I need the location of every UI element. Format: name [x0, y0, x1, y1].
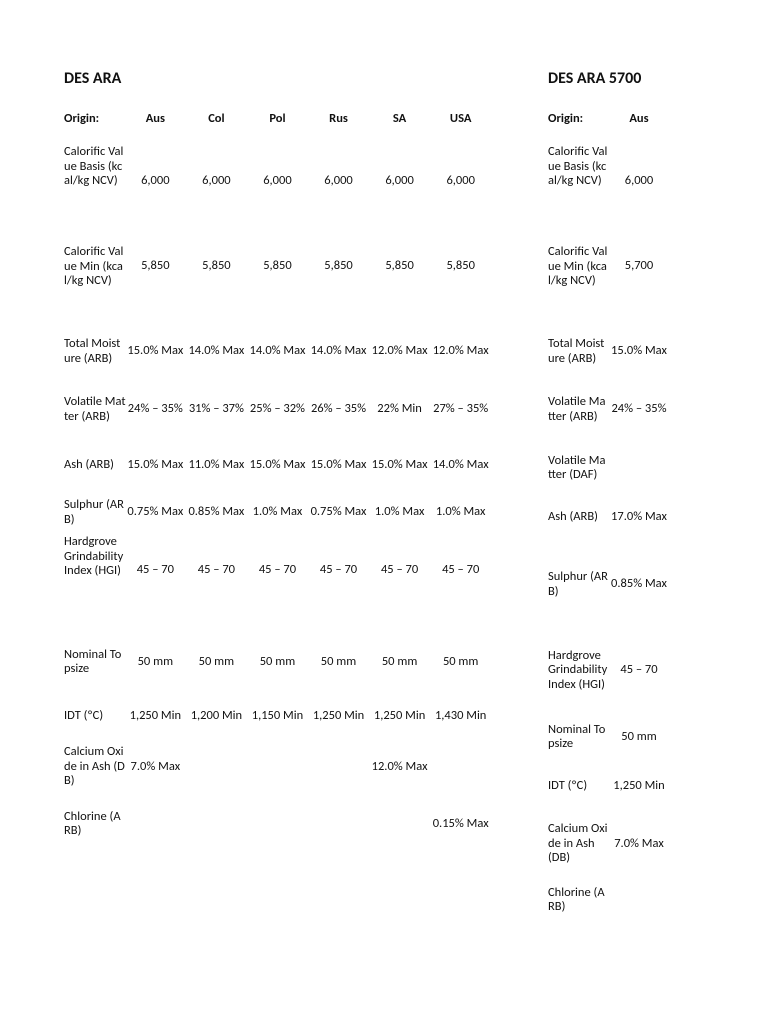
cell-value: 5,850: [385, 258, 414, 273]
row-label: Total Moisture (ARB): [64, 336, 121, 366]
cell-value: 24% – 35%: [127, 401, 183, 417]
cell-value: 1.0% Max: [374, 504, 425, 520]
cell-value: 15.0% Max: [310, 457, 367, 473]
cell-value: 17.0% Max: [611, 508, 667, 524]
cell-value: 27% – 35%: [433, 401, 489, 417]
cell-value: 31% – 37%: [188, 401, 244, 417]
table-row: [548, 537, 670, 632]
table-row: [64, 143, 492, 238]
cell-value: 12.0% Max: [371, 758, 428, 774]
row-label: Total Moisture (ARB): [548, 336, 605, 366]
table-row: [64, 631, 492, 693]
origin-aus-header: Aus: [145, 111, 165, 126]
row-label: Chlorine (ARB): [548, 884, 605, 914]
table-row: [548, 632, 670, 709]
cell-value: 11.0% Max: [188, 457, 245, 473]
row-label: Volatile Matter (ARB): [548, 394, 606, 424]
table-row: [548, 323, 670, 380]
cell-value: [248, 740, 308, 794]
table-row: [548, 143, 670, 238]
cell-value: 1,430 Min: [434, 708, 487, 724]
cell-value: 14.0% Max: [188, 343, 245, 359]
cell-value: 45 – 70: [442, 562, 480, 577]
cell-value: [307, 740, 370, 794]
des-ara-title: DES ARA: [64, 69, 122, 88]
cell-value: 50 mm: [259, 653, 296, 669]
origin-sa-header: SA: [392, 111, 407, 126]
cell-value: 15.0% Max: [127, 457, 184, 473]
cell-value: [248, 794, 308, 854]
cell-value: 14.0% Max: [249, 343, 306, 359]
cell-value: 45 – 70: [620, 662, 658, 678]
origin-usa-header: USA: [449, 111, 472, 126]
table-row: [548, 380, 670, 439]
cell-value: 6,000: [624, 173, 654, 188]
cell-value: 45 – 70: [258, 562, 297, 577]
row-label: Volatile Matter (ARB): [64, 394, 126, 424]
cell-value: 1,250 Min: [373, 708, 426, 724]
origin-aus-header: Aus: [629, 111, 649, 126]
cell-value: 50 mm: [320, 653, 357, 669]
cell-value: 1,250 Min: [129, 708, 182, 724]
cell-value: 14.0% Max: [432, 457, 489, 473]
cell-value: 50 mm: [621, 728, 657, 744]
cell-value: [608, 439, 670, 497]
row-label: Hardgrove Grindability Index (HGI): [548, 647, 608, 692]
row-label: IDT (ºC): [64, 708, 104, 724]
cell-value: 45 – 70: [197, 562, 236, 577]
cell-value: 5,850: [446, 258, 475, 273]
cell-value: 26% – 35%: [310, 401, 367, 417]
cell-value: 0.85% Max: [188, 504, 245, 520]
cell-value: 12.0% Max: [371, 343, 428, 359]
row-label: Ash (ARB): [548, 508, 598, 524]
cell-value: 45 – 70: [380, 562, 419, 577]
row-label: Volatile Matter (DAF): [548, 452, 606, 482]
cell-value: [429, 740, 492, 794]
cell-value: 7.0% Max: [614, 835, 664, 851]
table-row: [64, 380, 492, 439]
table-row: [64, 794, 492, 854]
cell-value: [185, 794, 248, 854]
des-ara-5700-spec-table: [548, 112, 670, 920]
row-label: Calorific Value Min (kcal/kg NCV): [64, 244, 124, 288]
cell-value: 50 mm: [442, 653, 479, 669]
cell-value: 1,250 Min: [613, 778, 665, 794]
table-row: [548, 880, 670, 920]
row-label: Calorific Value Basis (kcal/kg NCV): [64, 144, 124, 188]
cell-value: 15.0% Max: [249, 457, 306, 473]
origin-header: Origin:: [64, 111, 100, 126]
cell-value: 5,850: [141, 258, 170, 273]
cell-value: 1.0% Max: [252, 504, 303, 520]
cell-value: 45 – 70: [319, 562, 358, 577]
origin-col-header: Col: [208, 111, 225, 126]
table-row: [548, 709, 670, 765]
table-row: [548, 497, 670, 537]
table-row: [548, 238, 670, 323]
cell-value: 5,850: [202, 258, 231, 273]
table-row: [548, 808, 670, 880]
row-label: Calorific Value Min (kcal/kg NCV): [548, 244, 608, 288]
cell-value: 6,000: [324, 173, 353, 188]
cell-value: 45 – 70: [136, 562, 174, 577]
cell-value: 6,000: [141, 173, 170, 188]
cell-value: 5,850: [263, 258, 292, 273]
table-row: [548, 439, 670, 497]
cell-value: [370, 794, 430, 854]
cell-value: 5,850: [324, 258, 353, 273]
table-row: [64, 533, 492, 631]
cell-value: 12.0% Max: [432, 343, 489, 359]
cell-value: 15.0% Max: [127, 343, 184, 359]
table-row: [64, 238, 492, 323]
row-label: Calcium Oxide in Ash (DB): [64, 744, 125, 789]
cell-value: [608, 880, 670, 920]
cell-value: 0.85% Max: [611, 576, 667, 592]
des-ara-spec-table: [64, 112, 492, 854]
cell-value: 0.15% Max: [432, 815, 489, 831]
row-label: IDT (ºC): [548, 778, 588, 794]
table-row: [64, 693, 492, 740]
des-ara-5700-title: DES ARA 5700: [548, 69, 642, 88]
cell-value: 15.0% Max: [371, 457, 428, 473]
row-label: Calcium Oxide in Ash (DB): [548, 821, 608, 866]
origin-rus-header: Rus: [329, 111, 348, 126]
cell-value: 50 mm: [381, 653, 418, 669]
cell-value: [185, 740, 248, 794]
row-label: Nominal Topsize: [548, 721, 606, 751]
cell-value: 22% Min: [377, 401, 422, 417]
cell-value: 6,000: [446, 173, 475, 188]
cell-value: 6,000: [263, 173, 292, 188]
cell-value: 7.0% Max: [130, 758, 181, 774]
table-row: [548, 765, 670, 808]
cell-value: [126, 794, 186, 854]
cell-value: 6,000: [202, 173, 231, 188]
origin-header: Origin:: [548, 111, 584, 126]
cell-value: 50 mm: [198, 653, 235, 669]
table-row: [64, 740, 492, 794]
row-label: Ash (ARB): [64, 457, 114, 473]
row-label: Sulphur (ARB): [548, 569, 608, 599]
cell-value: [307, 794, 370, 854]
row-label: Sulphur (ARB): [64, 497, 124, 527]
row-label: Nominal Topsize: [64, 646, 122, 676]
cell-value: 1.0% Max: [435, 504, 486, 520]
cell-value: 24% – 35%: [611, 401, 667, 417]
cell-value: 1,250 Min: [312, 708, 365, 724]
cell-value: 25% – 32%: [249, 401, 305, 417]
cell-value: 5,700: [624, 258, 654, 273]
cell-value: 50 mm: [137, 653, 174, 669]
table-row: [64, 439, 492, 492]
cell-value: 0.75% Max: [127, 504, 184, 520]
cell-value: 0.75% Max: [310, 504, 367, 520]
cell-value: 1,200 Min: [190, 708, 243, 724]
cell-value: 1,150 Min: [251, 708, 304, 724]
row-label: Calorific Value Basis (kcal/kg NCV): [548, 144, 608, 188]
cell-value: 15.0% Max: [611, 343, 667, 359]
row-label: Hardgrove Grindability Index (HGI): [64, 534, 124, 578]
row-label: Chlorine (ARB): [64, 808, 121, 838]
cell-value: 14.0% Max: [310, 343, 367, 359]
table-row: [64, 323, 492, 380]
table-row: [64, 492, 492, 533]
cell-value: 6,000: [385, 173, 414, 188]
origin-pol-header: Pol: [269, 111, 286, 126]
